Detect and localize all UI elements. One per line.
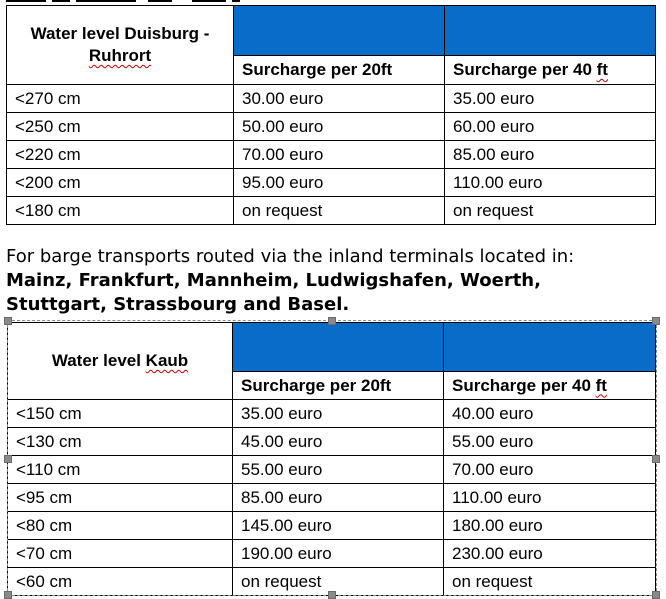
resize-handle-bottom-left[interactable] [4, 591, 12, 599]
water-level-header [7, 6, 234, 85]
table-row [7, 197, 656, 225]
surcharge-40ft-cell: 35.00 euro [445, 85, 656, 113]
surcharge-20ft-cell: on request [234, 197, 445, 225]
table-row [8, 456, 656, 484]
surcharge-40ft-cell: on request [444, 568, 656, 596]
surcharge-20ft-cell: 50.00 euro [234, 113, 445, 141]
column-header-40ft-unit: ft [595, 375, 607, 395]
header-color-band [233, 323, 444, 372]
resize-handle-top-left[interactable] [4, 317, 12, 325]
water-level-cell: <200 cm [7, 169, 234, 197]
surcharge-40ft-cell: 110.00 euro [444, 484, 656, 512]
column-header-40ft-label: Surcharge per 40 [453, 60, 597, 79]
table-row [7, 85, 656, 113]
surcharge-40ft-cell: 60.00 euro [445, 113, 656, 141]
table-row [8, 428, 656, 456]
water-level-header [8, 323, 233, 400]
table-row [7, 113, 656, 141]
surcharge-table-kaub [7, 322, 656, 596]
surcharge-table-duisburg-ruhrort [6, 5, 656, 225]
water-level-cell: <70 cm [8, 540, 233, 568]
water-level-label: Water level Duisburg - [30, 24, 210, 43]
surcharge-40ft-cell: 40.00 euro [444, 400, 656, 428]
table-header-row [7, 6, 656, 56]
surcharge-20ft-cell: 55.00 euro [233, 456, 444, 484]
table-header-row [8, 323, 656, 372]
column-header-40ft [444, 372, 656, 400]
water-level-cell: <250 cm [7, 113, 234, 141]
surcharge-40ft-cell: 230.00 euro [444, 540, 656, 568]
water-level-cell: <220 cm [7, 141, 234, 169]
terminal-cities-list: Mainz, Frankfurt, Mannheim, Ludwigshafen, Woerth, Stuttgart, Strassbourg and Basel. [6, 270, 541, 315]
header-color-band [444, 323, 656, 372]
surcharge-40ft-cell: on request [445, 197, 656, 225]
surcharge-40ft-cell: 110.00 euro [445, 169, 656, 197]
surcharge-20ft-cell: 95.00 euro [234, 169, 445, 197]
terminal-note-intro: For barge transports routed via the inland terminals located in: [6, 246, 575, 267]
table-row [8, 484, 656, 512]
header-color-band [234, 6, 445, 56]
surcharge-20ft-cell: 190.00 euro [233, 540, 444, 568]
resize-handle-top[interactable] [328, 317, 336, 325]
surcharge-20ft-cell: 35.00 euro [233, 400, 444, 428]
resize-handle-top-right[interactable] [652, 317, 660, 325]
surcharge-40ft-cell: 55.00 euro [444, 428, 656, 456]
column-header-40ft-label: Surcharge per 40 [452, 375, 596, 395]
resize-handle-left[interactable] [4, 455, 12, 463]
surcharge-20ft-cell: 45.00 euro [233, 428, 444, 456]
table-row [7, 169, 656, 197]
water-level-cell: <150 cm [8, 400, 233, 428]
water-level-place: Kaub [145, 351, 189, 370]
resize-handle-right[interactable] [652, 455, 660, 463]
column-header-40ft [445, 56, 656, 85]
water-level-cell: <270 cm [7, 85, 234, 113]
surcharge-40ft-cell: 180.00 euro [444, 512, 656, 540]
surcharge-40ft-cell: 85.00 euro [445, 141, 656, 169]
surcharge-20ft-cell: 145.00 euro [233, 512, 444, 540]
water-level-cell: <80 cm [8, 512, 233, 540]
water-level-cell: <110 cm [8, 456, 233, 484]
water-level-cell: <95 cm [8, 484, 233, 512]
table-row [7, 141, 656, 169]
surcharge-20ft-cell: on request [233, 568, 444, 596]
table-row [8, 400, 656, 428]
header-color-band [445, 6, 656, 56]
column-header-20ft: Surcharge per 20ft [233, 372, 444, 400]
table-row [8, 540, 656, 568]
surcharge-20ft-cell: 85.00 euro [233, 484, 444, 512]
water-level-cell: <180 cm [7, 197, 234, 225]
surcharge-20ft-cell: 30.00 euro [234, 85, 445, 113]
water-level-label: Water level [51, 351, 146, 370]
water-level-cell: <60 cm [8, 568, 233, 596]
resize-handle-bottom-right[interactable] [652, 591, 660, 599]
water-level-cell: <130 cm [8, 428, 233, 456]
column-header-20ft: Surcharge per 20ft [234, 56, 445, 85]
surcharge-20ft-cell: 70.00 euro [234, 141, 445, 169]
water-level-place: Ruhrort [88, 46, 152, 65]
surcharge-40ft-cell: 70.00 euro [444, 456, 656, 484]
column-header-40ft-unit: ft [596, 60, 608, 79]
table-row [8, 512, 656, 540]
resize-handle-bottom[interactable] [328, 591, 336, 599]
